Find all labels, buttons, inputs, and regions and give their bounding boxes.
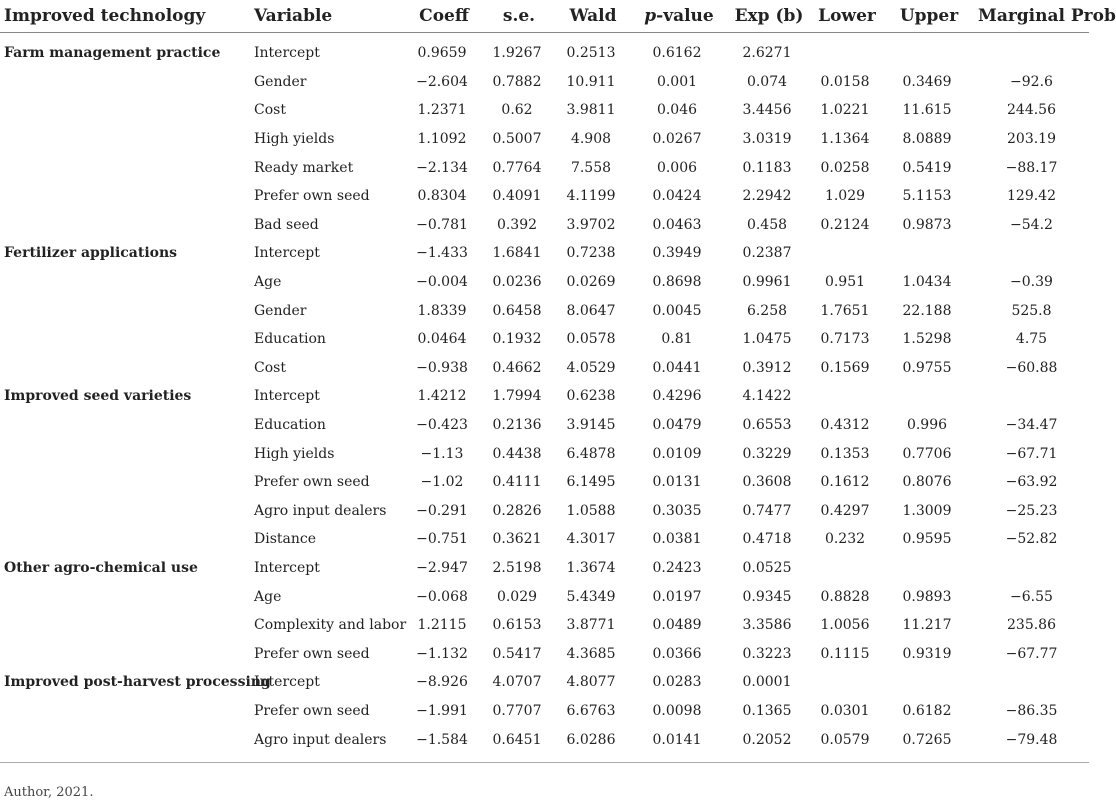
value-cell: 3.9811 — [566, 102, 616, 119]
group-label: Improved seed varieties — [4, 388, 192, 405]
variable-cell: Age — [254, 274, 282, 291]
value-cell: 0.0381 — [652, 531, 702, 548]
value-cell: 0.0131 — [652, 474, 702, 491]
value-cell: 0.5419 — [902, 159, 952, 176]
variable-cell: Prefer own seed — [254, 188, 370, 205]
value-cell: −63.92 — [1005, 474, 1058, 491]
variable-cell: Complexity and labor — [254, 617, 407, 634]
value-cell: 0.4312 — [820, 417, 870, 434]
group-label: Fertilizer applications — [4, 245, 178, 262]
value-cell: 1.1364 — [820, 131, 870, 148]
value-cell: 0.4297 — [820, 502, 870, 519]
value-cell: 0.8304 — [417, 188, 467, 205]
value-cell: 3.0319 — [742, 131, 792, 148]
variable-cell: Intercept — [254, 245, 320, 262]
group-label — [0, 96, 250, 125]
column-header: s.e. — [482, 0, 552, 33]
value-cell: 0.4296 — [652, 388, 702, 405]
value-cell — [810, 668, 880, 697]
value-cell: −0.39 — [1010, 274, 1053, 291]
variable-cell: Education — [254, 331, 326, 348]
value-cell: 0.0525 — [742, 559, 792, 576]
table-row — [0, 725, 1089, 754]
value-cell: 0.0578 — [566, 331, 616, 348]
value-cell: 0.0366 — [652, 645, 702, 662]
table-row — [0, 325, 1089, 354]
value-cell: 0.8828 — [820, 588, 870, 605]
value-cell: 0.0301 — [820, 702, 870, 719]
value-cell: 0.9659 — [417, 45, 467, 62]
value-cell — [810, 239, 880, 268]
value-cell: −0.291 — [416, 502, 468, 519]
value-cell: −1.02 — [420, 474, 464, 491]
group-label — [0, 268, 250, 297]
value-cell: 1.2115 — [417, 617, 467, 634]
column-header: Wald — [552, 0, 630, 33]
table-row — [0, 382, 1089, 411]
group-label — [0, 497, 250, 526]
value-cell: 0.3229 — [742, 445, 792, 462]
value-cell — [880, 668, 974, 697]
variable-cell: Bad seed — [254, 216, 319, 233]
value-cell: 0.4662 — [492, 359, 542, 376]
value-cell: 0.029 — [496, 588, 538, 605]
value-cell: 0.2826 — [492, 502, 542, 519]
group-label — [0, 153, 250, 182]
group-label — [0, 68, 250, 97]
value-cell: 1.4212 — [417, 388, 467, 405]
value-cell: 0.1612 — [820, 474, 870, 491]
value-cell: 0.7706 — [902, 445, 952, 462]
value-cell: −88.17 — [1005, 159, 1058, 176]
value-cell: 1.0221 — [820, 102, 870, 119]
column-header: Coeff — [402, 0, 482, 33]
value-cell: 0.0001 — [742, 674, 792, 691]
value-cell — [974, 668, 1089, 697]
value-cell: 0.0045 — [652, 302, 702, 319]
value-cell: 1.0588 — [566, 502, 616, 519]
value-cell: −1.584 — [416, 731, 468, 748]
group-label: Other agro-chemical use — [4, 559, 198, 576]
table-row — [0, 439, 1089, 468]
value-cell: 0.2124 — [820, 216, 870, 233]
value-cell: −34.47 — [1005, 417, 1058, 434]
value-cell: 4.1422 — [742, 388, 792, 405]
group-label — [0, 125, 250, 154]
group-label — [0, 325, 250, 354]
variable-cell: Cost — [254, 359, 286, 376]
value-cell: 0.0283 — [652, 674, 702, 691]
group-label — [0, 725, 250, 754]
value-cell: 0.2052 — [742, 731, 792, 748]
value-cell: 0.2513 — [566, 45, 616, 62]
value-cell: 1.0434 — [902, 274, 952, 291]
value-cell: 1.1092 — [417, 131, 467, 148]
value-cell: 8.0647 — [566, 302, 616, 319]
table-row — [0, 611, 1089, 640]
value-cell: 7.558 — [570, 159, 612, 176]
value-cell — [810, 554, 880, 583]
value-cell: 0.232 — [824, 531, 866, 548]
value-cell: 0.7882 — [492, 73, 542, 90]
table-row — [0, 582, 1089, 611]
value-cell: 0.458 — [746, 216, 788, 233]
value-cell: 203.19 — [1007, 131, 1056, 148]
group-label: Improved post-harvest processing — [4, 674, 271, 691]
value-cell: −25.23 — [1005, 502, 1058, 519]
group-label — [0, 354, 250, 383]
value-cell: 0.9345 — [742, 588, 792, 605]
variable-cell: High yields — [254, 131, 335, 148]
value-cell: 0.8698 — [652, 274, 702, 291]
value-cell: 1.9267 — [492, 45, 542, 62]
value-cell: 4.3685 — [566, 645, 616, 662]
value-cell: 0.5417 — [492, 645, 542, 662]
value-cell: 0.0141 — [652, 731, 702, 748]
value-cell: 6.6763 — [566, 702, 616, 719]
value-cell: 0.0479 — [652, 417, 702, 434]
value-cell: 3.9702 — [566, 216, 616, 233]
value-cell: 0.6162 — [652, 45, 702, 62]
group-label — [0, 582, 250, 611]
value-cell: 4.908 — [570, 131, 612, 148]
value-cell: 0.8076 — [902, 474, 952, 491]
value-cell — [810, 33, 880, 68]
value-cell: 22.188 — [902, 302, 952, 319]
value-cell: 129.42 — [1007, 188, 1056, 205]
column-header: Variable — [250, 0, 402, 33]
value-cell: 0.3621 — [492, 531, 542, 548]
value-cell: 0.7707 — [492, 702, 542, 719]
variable-cell: High yields — [254, 445, 335, 462]
value-cell: 6.0286 — [566, 731, 616, 748]
value-cell: 1.3009 — [902, 502, 952, 519]
table-row — [0, 697, 1089, 726]
column-header: Marginal Prob — [974, 0, 1089, 33]
column-header: Exp (b) — [724, 0, 810, 33]
value-cell: −1.132 — [416, 645, 468, 662]
value-cell: 3.3586 — [742, 617, 792, 634]
value-cell: 5.4349 — [566, 588, 616, 605]
value-cell: 0.0197 — [652, 588, 702, 605]
value-cell: 0.2387 — [742, 245, 792, 262]
table-row — [0, 354, 1089, 383]
value-cell: 0.6458 — [492, 302, 542, 319]
value-cell: 0.074 — [746, 73, 788, 90]
value-cell: 0.0441 — [652, 359, 702, 376]
value-cell: 1.0056 — [820, 617, 870, 634]
value-cell: 0.9319 — [902, 645, 952, 662]
value-cell: 0.0098 — [652, 702, 702, 719]
table-footnote: Author, 2021. — [4, 785, 94, 800]
variable-cell: Intercept — [254, 45, 320, 62]
variable-cell: Prefer own seed — [254, 645, 370, 662]
value-cell: 4.75 — [1015, 331, 1048, 348]
value-cell: −0.781 — [416, 216, 468, 233]
value-cell: 4.3017 — [566, 531, 616, 548]
value-cell: 2.6271 — [742, 45, 792, 62]
value-cell: 11.615 — [902, 102, 952, 119]
table-row — [0, 639, 1089, 668]
value-cell: 0.3949 — [652, 245, 702, 262]
value-cell: 0.001 — [656, 73, 698, 90]
table-row — [0, 96, 1089, 125]
group-label: Farm management practice — [4, 45, 221, 62]
value-cell: −1.433 — [416, 245, 468, 262]
value-cell: 8.0889 — [902, 131, 952, 148]
value-cell: −92.6 — [1010, 73, 1053, 90]
value-cell: 0.392 — [496, 216, 538, 233]
value-cell: 3.9145 — [566, 417, 616, 434]
value-cell: 1.5298 — [902, 331, 952, 348]
table-row — [0, 153, 1089, 182]
value-cell: 0.7477 — [742, 502, 792, 519]
value-cell: −67.77 — [1005, 645, 1058, 662]
value-cell: 0.0258 — [820, 159, 870, 176]
value-cell: 0.0464 — [417, 331, 467, 348]
value-cell — [974, 239, 1089, 268]
value-cell: 0.1365 — [742, 702, 792, 719]
value-cell: 0.9595 — [902, 531, 952, 548]
variable-cell: Intercept — [254, 559, 320, 576]
column-header: Lower — [810, 0, 880, 33]
value-cell: 0.1353 — [820, 445, 870, 462]
value-cell: 0.0109 — [652, 445, 702, 462]
table-row — [0, 182, 1089, 211]
value-cell: 0.0267 — [652, 131, 702, 148]
value-cell: 0.6451 — [492, 731, 542, 748]
value-cell: −86.35 — [1005, 702, 1058, 719]
table-bottom-rule — [0, 754, 1089, 763]
table-row — [0, 268, 1089, 297]
value-cell: 0.1569 — [820, 359, 870, 376]
value-cell: 0.046 — [656, 102, 698, 119]
value-cell: 4.0529 — [566, 359, 616, 376]
variable-cell: Prefer own seed — [254, 474, 370, 491]
value-cell: 1.029 — [824, 188, 866, 205]
value-cell: 244.56 — [1007, 102, 1056, 119]
value-cell: 2.5198 — [492, 559, 542, 576]
value-cell — [974, 382, 1089, 411]
value-cell: 0.6153 — [492, 617, 542, 634]
value-cell: 0.2423 — [652, 559, 702, 576]
value-cell: 0.006 — [656, 159, 698, 176]
table-row — [0, 33, 1089, 68]
value-cell: 2.2942 — [742, 188, 792, 205]
value-cell: 0.6553 — [742, 417, 792, 434]
variable-cell: Agro input dealers — [254, 502, 387, 519]
value-cell: 0.2136 — [492, 417, 542, 434]
value-cell: 4.0707 — [492, 674, 542, 691]
group-label — [0, 611, 250, 640]
value-cell: −0.068 — [416, 588, 468, 605]
variable-cell: Distance — [254, 531, 317, 548]
value-cell: 4.8077 — [566, 674, 616, 691]
value-cell: 1.6841 — [492, 245, 542, 262]
variable-cell: Prefer own seed — [254, 702, 370, 719]
value-cell: 0.0424 — [652, 188, 702, 205]
group-label — [0, 639, 250, 668]
variable-cell: Ready market — [254, 159, 354, 176]
value-cell — [974, 554, 1089, 583]
table-header — [0, 0, 1116, 33]
variable-cell: Intercept — [254, 388, 320, 405]
value-cell: 0.0463 — [652, 216, 702, 233]
value-cell: 0.6238 — [566, 388, 616, 405]
value-cell: −8.926 — [416, 674, 468, 691]
value-cell: 6.1495 — [566, 474, 616, 491]
column-header: Upper — [880, 0, 974, 33]
value-cell: 0.5007 — [492, 131, 542, 148]
value-cell: 0.9873 — [902, 216, 952, 233]
column-header: p-value — [630, 0, 724, 33]
value-cell: 1.0475 — [742, 331, 792, 348]
value-cell: −1.991 — [416, 702, 468, 719]
value-cell: 0.3035 — [652, 502, 702, 519]
group-label — [0, 296, 250, 325]
value-cell: 0.4438 — [492, 445, 542, 462]
value-cell: 0.7764 — [492, 159, 542, 176]
value-cell: 0.1932 — [492, 331, 542, 348]
value-cell: 0.7173 — [820, 331, 870, 348]
table-row — [0, 468, 1089, 497]
value-cell: −54.2 — [1010, 216, 1053, 233]
table-body — [0, 33, 1089, 763]
value-cell: 0.62 — [501, 102, 533, 119]
table-row — [0, 554, 1089, 583]
value-cell: 0.3223 — [742, 645, 792, 662]
table-row — [0, 668, 1089, 697]
value-cell: 0.0269 — [566, 274, 616, 291]
variable-cell: Education — [254, 417, 326, 434]
value-cell: 5.1153 — [902, 188, 952, 205]
value-cell: 0.4111 — [492, 474, 542, 491]
table-row — [0, 68, 1089, 97]
value-cell: 6.4878 — [566, 445, 616, 462]
variable-cell: Age — [254, 588, 282, 605]
value-cell: 0.0579 — [820, 731, 870, 748]
value-cell: −0.423 — [416, 417, 468, 434]
value-cell: −6.55 — [1010, 588, 1053, 605]
value-cell: 525.8 — [1011, 302, 1052, 319]
value-cell: 1.2371 — [417, 102, 467, 119]
value-cell: 0.951 — [824, 274, 866, 291]
value-cell — [880, 239, 974, 268]
value-cell: 1.3674 — [566, 559, 616, 576]
value-cell: −60.88 — [1005, 359, 1058, 376]
variable-cell: Agro input dealers — [254, 731, 387, 748]
value-cell: −2.604 — [416, 73, 468, 90]
value-cell: −2.947 — [416, 559, 468, 576]
value-cell: 0.0489 — [652, 617, 702, 634]
value-cell: 0.9961 — [742, 274, 792, 291]
value-cell: 1.7651 — [820, 302, 870, 319]
value-cell: 0.9893 — [902, 588, 952, 605]
table-row — [0, 125, 1089, 154]
value-cell — [880, 554, 974, 583]
group-label — [0, 697, 250, 726]
table-row — [0, 497, 1089, 526]
value-cell: 4.1199 — [566, 188, 616, 205]
value-cell: 3.4456 — [742, 102, 792, 119]
value-cell: 0.3912 — [742, 359, 792, 376]
value-cell: 0.996 — [906, 417, 948, 434]
group-label — [0, 182, 250, 211]
value-cell — [974, 33, 1089, 68]
value-cell: 1.7994 — [492, 388, 542, 405]
value-cell: 1.8339 — [417, 302, 467, 319]
table-row — [0, 296, 1089, 325]
table-row — [0, 211, 1089, 240]
table-row — [0, 525, 1089, 554]
value-cell: 3.8771 — [566, 617, 616, 634]
value-cell: 235.86 — [1007, 617, 1056, 634]
value-cell: −2.134 — [416, 159, 468, 176]
value-cell: 11.217 — [902, 617, 952, 634]
variable-cell: Gender — [254, 302, 307, 319]
table-row — [0, 411, 1089, 440]
group-label — [0, 411, 250, 440]
value-cell: −0.938 — [416, 359, 468, 376]
value-cell: −0.751 — [416, 531, 468, 548]
value-cell: −52.82 — [1005, 531, 1058, 548]
value-cell: 0.3469 — [902, 73, 952, 90]
value-cell — [880, 382, 974, 411]
column-header: Improved technology — [0, 0, 250, 33]
value-cell: 0.4091 — [492, 188, 542, 205]
variable-cell: Intercept — [254, 674, 320, 691]
group-label — [0, 439, 250, 468]
value-cell: −67.71 — [1005, 445, 1058, 462]
value-cell: −1.13 — [420, 445, 464, 462]
group-label — [0, 468, 250, 497]
value-cell: 0.0236 — [492, 274, 542, 291]
value-cell: 0.7238 — [566, 245, 616, 262]
value-cell: 0.81 — [661, 331, 693, 348]
variable-cell: Gender — [254, 73, 307, 90]
value-cell: 0.1115 — [820, 645, 870, 662]
value-cell: 6.258 — [746, 302, 788, 319]
value-cell: −0.004 — [416, 274, 468, 291]
value-cell — [810, 382, 880, 411]
value-cell: 0.4718 — [742, 531, 792, 548]
table-row — [0, 239, 1089, 268]
variable-cell: Cost — [254, 102, 286, 119]
value-cell: 0.3608 — [742, 474, 792, 491]
value-cell: 0.6182 — [902, 702, 952, 719]
value-cell: 0.7265 — [902, 731, 952, 748]
value-cell: 10.911 — [566, 73, 616, 90]
group-label — [0, 211, 250, 240]
group-label — [0, 525, 250, 554]
value-cell — [880, 33, 974, 68]
value-cell: −79.48 — [1005, 731, 1058, 748]
value-cell: 0.0158 — [820, 73, 870, 90]
value-cell: 0.9755 — [902, 359, 952, 376]
value-cell: 0.1183 — [742, 159, 792, 176]
